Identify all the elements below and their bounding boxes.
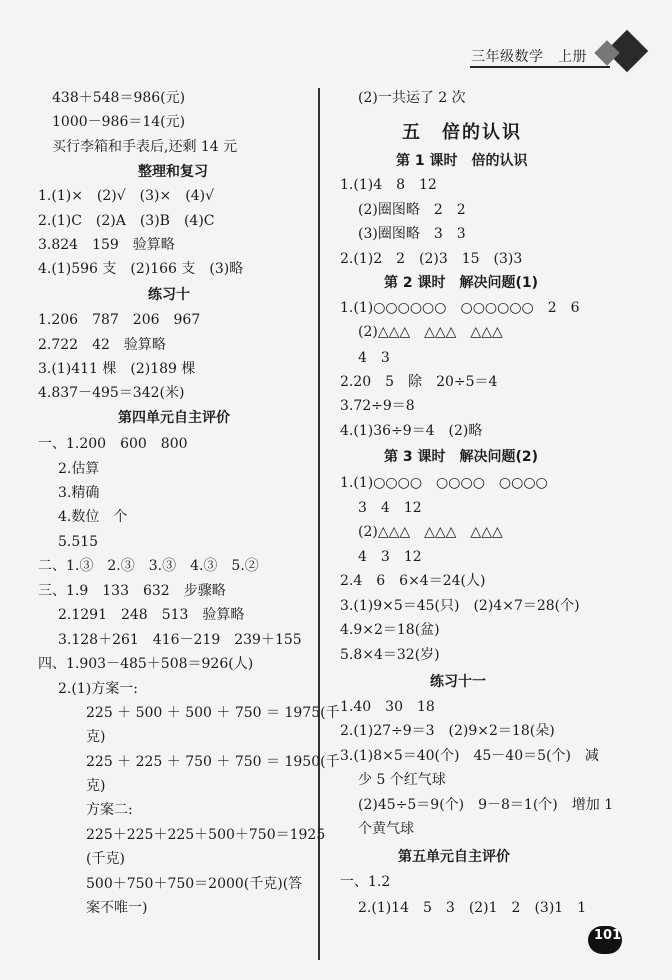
answer-line: (2)圈图略 2 2 — [358, 202, 466, 218]
answer-line: 4.9×2＝18(盆) — [340, 622, 440, 638]
answer-line: 2.估算 — [58, 461, 100, 477]
answer-line: 225 ＋ 500 ＋ 500 ＋ 750 ＝ 1975(千 — [86, 705, 340, 721]
answer-line: 3.72÷9＝8 — [340, 398, 415, 414]
answer-line: 1000－986＝14(元) — [52, 114, 186, 130]
answer-line: 3 4 12 — [358, 500, 422, 516]
book-title: 三年级数学 上册 — [471, 49, 587, 65]
section-heading: 练习十一 — [430, 674, 486, 690]
answer-line: 2.722 42 验算略 — [38, 337, 166, 353]
answer-line: 4.数位 个 — [58, 509, 128, 525]
answer-line: 2.20 5 除 20÷5＝4 — [340, 374, 498, 390]
answer-line: 2.4 6 6×4＝24(人) — [340, 573, 486, 589]
answer-line: 四、1.903－485＋508＝926(人) — [38, 656, 254, 672]
answer-line: 225＋225＋225＋500＋750＝1925 — [86, 827, 326, 843]
answer-line: 1.(1)○○○○ ○○○○ ○○○○ — [340, 475, 548, 491]
answer-line: 克) — [86, 778, 106, 794]
answer-line: 1.(1)○○○○○○ ○○○○○○ 2 6 — [340, 300, 580, 316]
answer-line: 3.(1)8×5＝40(个) 45－40＝5(个) 减 — [340, 748, 599, 764]
answer-line: 2.(1)C (2)A (3)B (4)C — [38, 213, 215, 229]
answer-line: 3.824 159 验算略 — [38, 237, 175, 253]
answer-line: 案不唯一) — [86, 900, 148, 916]
answer-line: 个黄气球 — [358, 821, 414, 837]
answer-line: 1.(1)× (2)√ (3)× (4)√ — [38, 188, 214, 204]
page-number: 101 — [594, 928, 622, 943]
answer-line: 2.(1)方案一: — [58, 681, 138, 697]
answer-line: (2)一共运了 2 次 — [358, 90, 466, 106]
answer-line: 438＋548＝986(元) — [52, 90, 186, 106]
answer-line: 4 3 — [358, 350, 390, 366]
answer-line: (3)圈图略 3 3 — [358, 226, 466, 242]
answer-line: (2)45÷5＝9(个) 9－8＝1(个) 增加 1 — [358, 797, 614, 813]
answer-line: 4 3 12 — [358, 549, 422, 565]
answer-line: 2.(1)14 5 3 (2)1 2 (3)1 1 — [358, 900, 587, 916]
answer-line: 克) — [86, 729, 106, 745]
answer-line: 一、1.200 600 800 — [38, 436, 188, 452]
answer-line: 二、1.③ 2.③ 3.③ 4.③ 5.② — [38, 558, 259, 574]
answer-line: 2.1291 248 513 验算略 — [58, 607, 245, 623]
answer-line: 1.40 30 18 — [340, 699, 435, 715]
answer-line: 方案二: — [86, 802, 133, 818]
answer-line: 5.8×4＝32(岁) — [340, 647, 440, 663]
answer-line: 3.(1)411 棵 (2)189 棵 — [38, 361, 196, 377]
answer-line: 3.精确 — [58, 485, 100, 501]
section-heading: 第五单元自主评价 — [398, 849, 510, 865]
answer-line: 三、1.9 133 632 步骤略 — [38, 583, 226, 599]
answer-line: 1.206 787 206 967 — [38, 312, 201, 328]
answer-line: (千克) — [86, 851, 125, 867]
section-heading: 第 1 课时 倍的认识 — [396, 153, 528, 169]
answer-line: 2.(1)2 2 (2)3 15 (3)3 — [340, 251, 523, 267]
answer-line: 2.(1)27÷9＝3 (2)9×2＝18(朵) — [340, 723, 555, 739]
answer-line: 3.(1)9×5＝45(只) (2)4×7＝28(个) — [340, 598, 580, 614]
answer-line: 5.515 — [58, 534, 99, 550]
answer-line: (2)△△△ △△△ △△△ — [358, 524, 503, 540]
answer-line: 4.837－495＝342(米) — [38, 385, 185, 401]
answer-line: 3.128＋261 416－219 239＋155 — [58, 632, 302, 648]
section-heading: 第 2 课时 解决问题(1) — [384, 275, 539, 291]
section-heading: 第 3 课时 解决问题(2) — [384, 449, 539, 465]
answer-line: 少 5 个红气球 — [358, 772, 446, 788]
answer-line: 225 ＋ 225 ＋ 750 ＋ 750 ＝ 1950(千 — [86, 754, 340, 770]
answer-line: 1.(1)4 8 12 — [340, 177, 437, 193]
answer-line: 4.(1)596 支 (2)166 支 (3)略 — [38, 261, 244, 277]
answer-line: 一、1.2 — [340, 874, 391, 890]
section-heading: 练习十 — [148, 287, 190, 303]
unit-title: 五 倍的认识 — [402, 122, 522, 143]
answer-line: (2)△△△ △△△ △△△ — [358, 324, 503, 340]
answer-line: 4.(1)36÷9＝4 (2)略 — [340, 423, 483, 439]
section-heading: 第四单元自主评价 — [118, 410, 230, 426]
answer-line: 500＋750＋750＝2000(千克)(答 — [86, 876, 303, 892]
answer-line: 买行李箱和手表后,还剩 14 元 — [52, 139, 238, 155]
header-rule — [470, 66, 610, 68]
section-heading: 整理和复习 — [138, 164, 208, 180]
